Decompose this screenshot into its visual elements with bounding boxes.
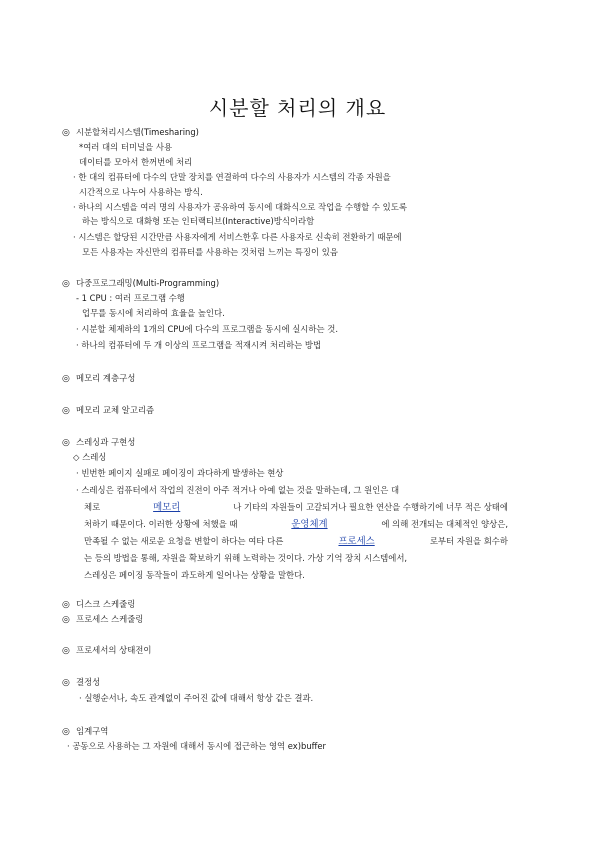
- text-line: 하는 방식으로 대화형 또는 인터랙티브(Interactive)방식이라함: [82, 216, 315, 226]
- subheading-thrashing: ◇ 스레싱: [73, 452, 107, 462]
- text-line-with-link: 만족될 수 없는 새로운 요청을 변할이 하다는 여타 다른 프로세스 로부터 자원을 회수하: [84, 536, 508, 547]
- text-line: 모든 사용자는 자신만의 컴퓨터를 사용하는 것처럼 느끼는 특징이 있음: [82, 247, 338, 257]
- text-line: - 1 CPU : 여러 프로그램 수행: [76, 293, 185, 303]
- text-line-with-link: 처하기 때문이다. 이러한 상황에 처했을 때 운영체계 에 의해 전개되는 대체적인 양상은,: [84, 519, 508, 530]
- text-line: · 시스템은 할당된 시간만큼 사용자에게 서비스한후 다른 사용자로 신속히 전환하기 때문에: [73, 232, 402, 242]
- text-line: · 빈번한 페이지 실패로 페이징이 과다하게 발생하는 현상: [76, 468, 284, 478]
- section-heading-disk-scheduling: ◎ 디스크 스케줄링: [62, 599, 136, 610]
- section-heading-critical-section: ◎ 임계구역: [62, 726, 109, 737]
- section-heading-multiprogramming: ◎ 다중프로그래밍(Multi-Programming): [62, 278, 220, 289]
- text-line: 업무를 동시에 처리하여 효율을 높인다.: [82, 308, 225, 318]
- section-heading-memory-hierarchy: ◎ 메모리 계층구성: [62, 373, 136, 384]
- bullet-icon: ◎: [62, 279, 70, 289]
- text-line: 시간적으로 나누어 사용하는 방식.: [79, 187, 203, 197]
- section-heading-timesharing: ◎ 시분할처리시스템(Timesharing): [62, 127, 199, 138]
- bullet-icon: ◎: [62, 128, 70, 138]
- text-line: 데이터를 모아서 한꺼번에 처리: [79, 157, 193, 167]
- section-heading-process-state: ◎ 프로세서의 상태전이: [62, 645, 152, 656]
- bullet-icon: ◎: [62, 600, 70, 610]
- link-operating-system[interactable]: 운영체계: [291, 519, 328, 530]
- section-heading-process-scheduling: ◎ 프로세스 스케줄링: [62, 614, 144, 625]
- text-line: · 실행순서나, 속도 관계없이 주어진 값에 대해서 항상 같은 결과.: [79, 693, 314, 703]
- bullet-icon: ◎: [62, 406, 70, 416]
- bullet-icon: ◎: [62, 727, 70, 737]
- text-line: *여러 대의 터미널을 사용: [79, 142, 173, 152]
- text-line: 스레싱은 페이징 동작들이 과도하게 일어나는 상황을 말한다.: [84, 570, 305, 580]
- text-line: · 하나의 컴퓨터에 두 개 이상의 프로그램을 적재시켜 처리하는 방법: [76, 340, 322, 350]
- text-line: · 스레싱은 컴퓨터에서 작업의 진전이 아주 적거나 아예 없는 것을 말하는데, 그 원인은 대: [76, 485, 400, 495]
- bullet-icon: ◎: [62, 374, 70, 384]
- link-process[interactable]: 프로세스: [338, 536, 375, 547]
- text-line-with-link: 체로 메모리 나 기타의 자원들이 고갈되거나 필요한 연산을 수행하기에 너무 적은 상태에: [84, 502, 508, 513]
- bullet-icon: ◎: [62, 615, 70, 625]
- bullet-icon: ◎: [62, 438, 70, 448]
- bullet-icon: ◎: [62, 646, 70, 656]
- bullet-icon: ◎: [62, 678, 70, 688]
- page-title: 시분할 처리의 개요: [208, 96, 387, 120]
- link-memory[interactable]: 메모리: [153, 502, 181, 513]
- text-line: 는 등의 방법을 통해, 자원을 확보하기 위해 노력하는 것이다. 가상 기억 장치 시스템에서,: [84, 553, 408, 563]
- section-heading-determinism: ◎ 결정성: [62, 677, 101, 688]
- text-line: · 시분할 체제하의 1개의 CPU에 다수의 프로그램을 동시에 실시하는 것.: [76, 324, 338, 334]
- section-heading-thrashing: ◎ 스레싱과 구현성: [62, 437, 136, 448]
- section-heading-memory-replacement: ◎ 메모리 교체 알고리즘: [62, 405, 155, 416]
- text-line: · 하나의 시스템을 여러 명의 사용자가 공유하여 동시에 대화식으로 작업을 수행할 수 있도록: [73, 202, 407, 212]
- text-line: · 공동으로 사용하는 그 자원에 대해서 동시에 접근하는 영역 ex)buffer: [67, 741, 327, 751]
- text-line: · 한 대의 컴퓨터에 다수의 단말 장치를 연결하여 다수의 사용자가 시스템의 각종 자원을: [73, 172, 391, 182]
